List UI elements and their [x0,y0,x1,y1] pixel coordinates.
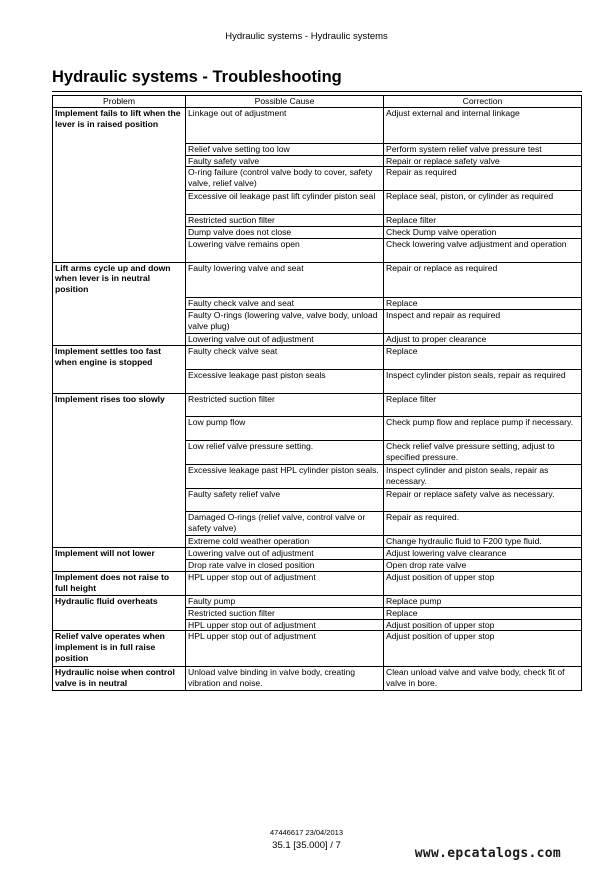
cause-cell: HPL upper stop out of adjustment [186,619,384,631]
cause-cell: Faulty O-rings (lowering valve, valve body, unload valve plug) [186,310,384,334]
page-number: 35.1 [35.000] / 7 [272,840,341,851]
problem-cell: Implement fails to lift when the lever is in raised position [53,108,186,263]
cause-cell: Faulty check valve seat [186,345,384,369]
cause-cell: Damaged O-rings (relief valve, control valve or safety valve) [186,512,384,536]
table-header-row [53,96,582,108]
cause-cell: Drop rate valve in closed position [186,560,384,572]
correction-cell: Inspect and repair as required [384,310,582,334]
cause-cell: Dump valve does not close [186,226,384,238]
cause-cell: Linkage out of adjustment [186,108,384,144]
table-row [53,393,582,417]
problem-cell: Implement settles too fast when engine is stopped [53,345,186,393]
cause-cell: Faulty pump [186,595,384,607]
correction-cell: Repair or replace safety valve [384,155,582,167]
correction-cell: Open drop rate valve [384,560,582,572]
cause-cell: HPL upper stop out of adjustment [186,631,384,667]
correction-cell: Change hydraulic fluid to F200 type fluid. [384,536,582,548]
column-header-possible-cause: Possible Cause [186,96,384,108]
problem-cell: Hydraulic fluid overheats [53,595,186,631]
correction-cell: Replace [384,345,582,369]
correction-cell: Clean unload valve and valve body, check fit of valve in bore. [384,667,582,691]
column-header-correction: Correction [384,96,582,108]
problem-cell: Implement will not lower [53,548,186,572]
correction-cell: Adjust to proper clearance [384,334,582,346]
table-row [53,631,582,667]
correction-cell: Check pump flow and replace pump if necessary. [384,417,582,441]
troubleshooting-table [52,95,582,691]
table-row [53,345,582,369]
cause-cell: Lowering valve out of adjustment [186,334,384,346]
cause-cell: Faulty check valve and seat [186,298,384,310]
problem-cell: Implement does not raise to full height [53,571,186,595]
correction-cell: Repair as required [384,167,582,191]
cause-cell: Faulty safety relief valve [186,488,384,512]
cause-cell: Restricted suction filter [186,607,384,619]
cause-cell: Restricted suction filter [186,393,384,417]
cause-cell: Excessive leakage past piston seals [186,369,384,393]
correction-cell: Inspect cylinder and piston seals, repair as necessary. [384,464,582,488]
cause-cell: Extreme cold weather operation [186,536,384,548]
correction-cell: Replace filter [384,393,582,417]
cause-cell: Excessive oil leakage past lift cylinder piston seal [186,191,384,215]
table-row [53,262,582,298]
table-row [53,548,582,560]
correction-cell: Check Dump valve operation [384,226,582,238]
cause-cell: Faulty lowering valve and seat [186,262,384,298]
column-header-problem: Problem [53,96,186,108]
correction-cell: Replace seal, piston, or cylinder as required [384,191,582,215]
correction-cell: Replace filter [384,215,582,227]
correction-cell: Check relief valve pressure setting, adjust to specified pressure. [384,441,582,465]
correction-cell: Inspect cylinder piston seals, repair as required [384,369,582,393]
table-body [53,108,582,691]
cause-cell: Lowering valve remains open [186,238,384,262]
problem-cell: Implement rises too slowly [53,393,186,548]
correction-cell: Replace [384,298,582,310]
table-row [53,108,582,144]
cause-cell: O-ring failure (control valve body to cover, safety valve, relief valve) [186,167,384,191]
problem-cell: Lift arms cycle up and down when lever is in neutral position [53,262,186,345]
cause-cell: Faulty safety valve [186,155,384,167]
website-watermark: www.epcatalogs.com [414,846,561,861]
correction-cell: Replace pump [384,595,582,607]
problem-cell: Relief valve operates when implement is in full raise position [53,631,186,667]
cause-cell: Lowering valve out of adjustment [186,548,384,560]
page-title: Hydraulic systems - Troubleshooting [52,68,582,92]
correction-cell: Repair as required. [384,512,582,536]
correction-cell: Adjust position of upper stop [384,571,582,595]
cause-cell: Low pump flow [186,417,384,441]
correction-cell: Check lowering valve adjustment and operation [384,238,582,262]
cause-cell: HPL upper stop out of adjustment [186,571,384,595]
cause-cell: Excessive leakage past HPL cylinder piston seals. [186,464,384,488]
table-row [53,595,582,607]
cause-cell: Unload valve binding in valve body, creating vibration and noise. [186,667,384,691]
cause-cell: Low relief valve pressure setting. [186,441,384,465]
correction-cell: Adjust position of upper stop [384,619,582,631]
correction-cell: Repair or replace as required [384,262,582,298]
table-row [53,667,582,691]
running-header: Hydraulic systems - Hydraulic systems [225,31,388,42]
problem-cell: Hydraulic noise when control valve is in neutral [53,667,186,691]
document-code: 47446617 23/04/2013 [270,828,343,837]
correction-cell: Replace [384,607,582,619]
correction-cell: Adjust lowering valve clearance [384,548,582,560]
correction-cell: Adjust external and internal linkage [384,108,582,144]
table-row [53,571,582,595]
correction-cell: Adjust position of upper stop [384,631,582,667]
correction-cell: Perform system relief valve pressure test [384,143,582,155]
cause-cell: Restricted suction filter [186,215,384,227]
cause-cell: Relief valve setting too low [186,143,384,155]
correction-cell: Repair or replace safety valve as necessary. [384,488,582,512]
